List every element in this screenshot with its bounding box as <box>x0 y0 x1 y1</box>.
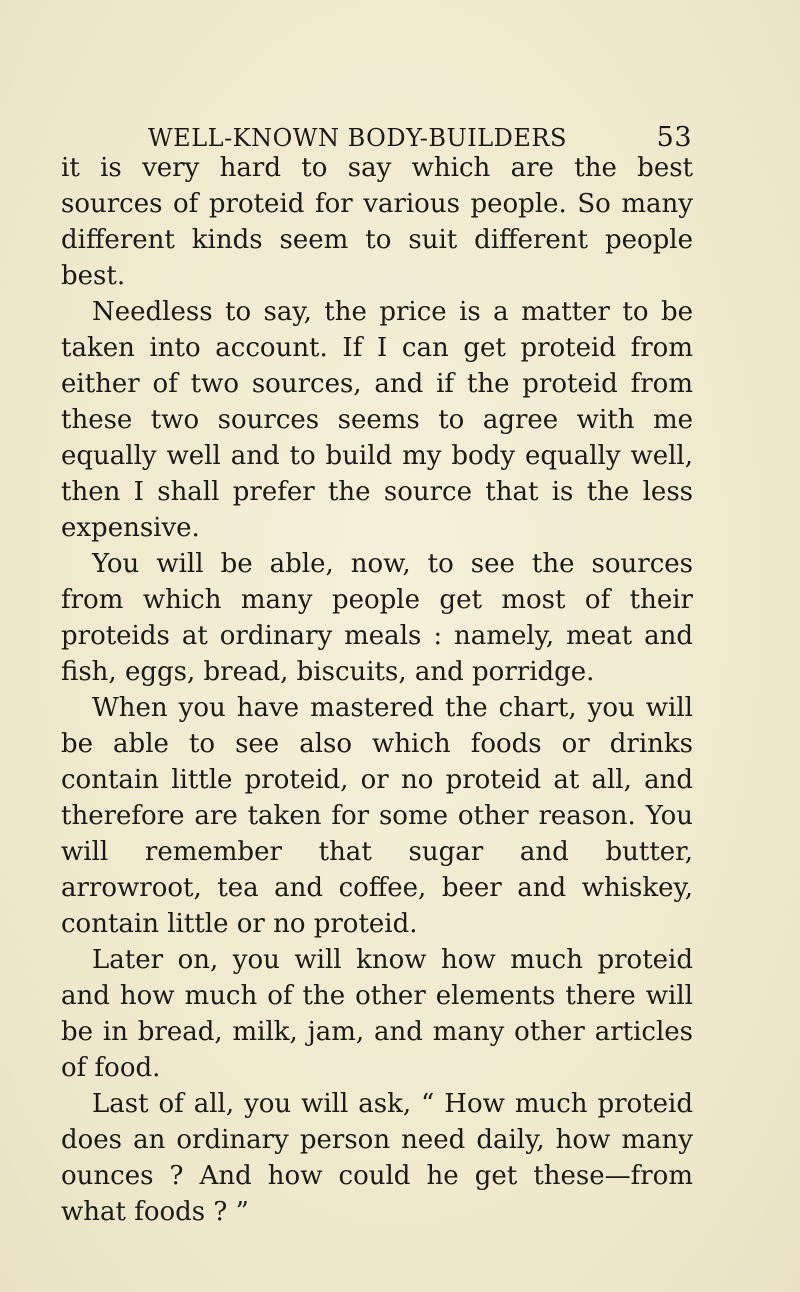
paragraph-6: Last of all, you will ask, “ How much proteid does an ordinary person need daily, how many ounces ? And how could he get these—from what foods ? ” <box>61 1089 693 1227</box>
paragraph-5: Later on, you will know how much proteid and how much of the other elements there will be in bread, milk, jam, and many other articles of food. <box>61 945 693 1083</box>
paragraph-1: it is very hard to say which are the best sources of proteid for various people. So many different kinds seem to suit different people best. <box>61 153 693 291</box>
paragraph-2: Needless to say, the price is a matter to be taken into account. If I can get proteid from either of two sources, and if the proteid from these two sources seems to agree with me equally well and to build my body equally well, then I shall prefer the source that is the less expensive. <box>61 297 693 543</box>
paragraph-3: You will be able, now, to see the sources from which many people get most of their proteids at ordinary meals : namely, meat and fish, eggs, bread, biscuits, and porridge. <box>61 549 693 687</box>
page-number: 53 <box>656 122 692 153</box>
running-title: WELL-KNOWN BODY-BUILDERS <box>148 124 567 152</box>
paragraph-4: When you have mastered the chart, you will be able to see also which foods or drinks contain little proteid, or no proteid at all, and therefore are taken for some other reason. You will remember that sugar and butter, arrowroot, tea and coffee, beer and whiskey, contain little or no proteid. <box>61 693 693 939</box>
body-text <box>61 150 693 1230</box>
